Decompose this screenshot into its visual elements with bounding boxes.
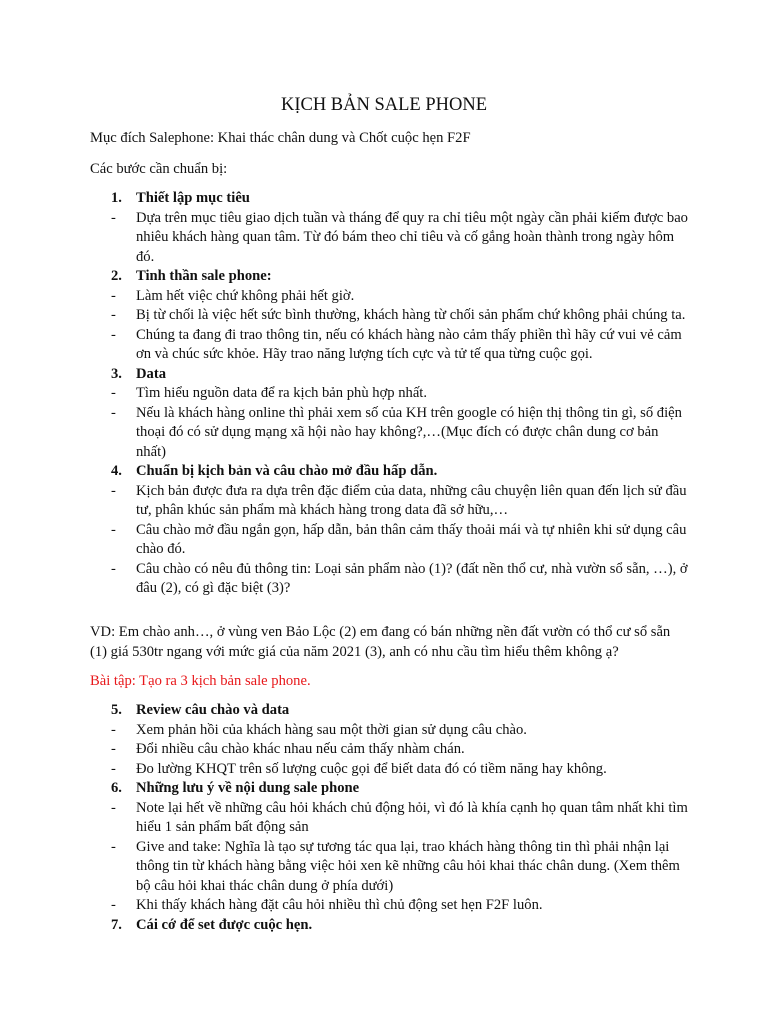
- bullet-item: [90, 326, 690, 365]
- section-number: 6.: [111, 780, 122, 796]
- section-heading: [90, 916, 690, 936]
- section-title: Data: [136, 365, 166, 382]
- section-heading: [90, 365, 690, 385]
- bullet-dash: -: [111, 326, 116, 343]
- bullet-text: Xem phản hồi của khách hàng sau một thời gian sử dụng câu chào.: [136, 721, 527, 738]
- section-heading: [90, 462, 690, 482]
- bullet-text: Chúng ta đang đi trao thông tin, nếu có khách hàng nào cảm thấy phiền thì hãy cứ vui vẻ cảm ơn và chúc sức khỏe. Hãy trao năng lượng tích cực và tử tế qua từng cuộc gọi.: [136, 326, 682, 362]
- section-title: Thiết lập mục tiêu: [136, 190, 250, 206]
- bullet-text: Làm hết việc chứ không phải hết giờ.: [136, 287, 355, 304]
- bullet-dash: -: [111, 209, 116, 226]
- bullet-item: [90, 482, 690, 521]
- bullet-dash: -: [111, 307, 116, 323]
- bullet-text: Đo lường KHQT trên số lượng cuộc gọi để biết data đó có tiềm năng hay không.: [136, 760, 607, 777]
- bullet-dash: -: [111, 741, 116, 757]
- bullet-item: [90, 760, 690, 780]
- bullet-dash: -: [111, 385, 116, 401]
- bullet-item: [90, 521, 690, 560]
- bullet-item: [90, 560, 690, 599]
- bullet-item: [90, 838, 690, 897]
- bullet-item: [90, 306, 690, 326]
- section-title: Những lưu ý về nội dung sale phone: [136, 780, 360, 796]
- bullet-item: [90, 721, 690, 741]
- section-title: Cái cớ để set được cuộc hẹn.: [136, 916, 313, 933]
- section-number: 3.: [111, 365, 122, 382]
- document-title: KỊCH BẢN SALE PHONE: [280, 95, 488, 115]
- bullet-item: [90, 384, 690, 404]
- bullet-text: Đổi nhiều câu chào khác nhau nếu cảm thấy nhàm chán.: [136, 741, 465, 757]
- bullet-item: [90, 799, 690, 838]
- bullet-item: [90, 209, 690, 268]
- bullet-dash: -: [111, 482, 116, 499]
- bullet-text: Câu chào mở đầu ngắn gọn, hấp dẫn, bản thân cảm thấy thoải mái và tự nhiên khi sử dụng câu chào đó.: [136, 521, 687, 557]
- bullet-item: [90, 287, 690, 307]
- steps-list-1: [90, 189, 690, 599]
- bullet-text: Khi thấy khách hàng đặt câu hỏi nhiều thì chủ động set hẹn F2F luôn.: [136, 897, 543, 913]
- bullet-dash: -: [111, 838, 116, 855]
- section-title: Tinh thần sale phone:: [136, 268, 272, 284]
- bullet-text: Dựa trên mục tiêu giao dịch tuần và tháng để quy ra chỉ tiêu một ngày cần phải kiếm được bao nhiêu khách hàng quan tâm. Từ đó bám theo chỉ tiêu và cố gắng hoàn thành trong ngày hôm đó.: [136, 209, 688, 265]
- section-number: 7.: [111, 916, 122, 933]
- purpose-line: Mục đích Salephone: Khai thác chân dung và Chốt cuộc hẹn F2F: [90, 130, 471, 146]
- bullet-dash: -: [111, 560, 116, 577]
- section-heading: [90, 267, 690, 287]
- section-heading: [90, 701, 690, 721]
- section-number: 5.: [111, 702, 122, 718]
- bullet-dash: -: [111, 521, 116, 538]
- exercise-line: Bài tập: Tạo ra 3 kịch bản sale phone.: [90, 673, 311, 689]
- section-number: 2.: [111, 268, 122, 284]
- bullet-dash: -: [111, 760, 116, 777]
- bullet-text: Tìm hiểu nguồn data để ra kịch bản phù hợp nhất.: [136, 385, 428, 401]
- bullet-text: Give and take: Nghĩa là tạo sự tương tác qua lại, trao khách hàng thông tin thì phải nhận lại thông tin từ khách hàng bằng việc hỏi xen kẽ những câu hỏi khai thác chân dung. (Xem thêm bộ câu hỏi khai thác chân dung ở phía dưới): [136, 838, 680, 894]
- bullet-dash: -: [111, 897, 116, 913]
- bullet-text: Bị từ chối là việc hết sức bình thường, khách hàng từ chối sản phẩm chứ không phải chúng ta.: [136, 307, 686, 323]
- section-heading: [90, 189, 690, 209]
- bullet-text: Nếu là khách hàng online thì phải xem số của KH trên google có hiện thị thông tin gì, số điện thoại đó có sử dụng mạng xã hội nào hay không?,…(Mục đích có được chân dung cơ bản nhất): [136, 404, 682, 460]
- bullet-dash: -: [111, 404, 116, 421]
- bullet-item: [90, 404, 690, 463]
- bullet-item: [90, 896, 690, 916]
- section-title: Chuẩn bị kịch bản và câu chào mở đầu hấp dẫn.: [136, 463, 438, 479]
- bullet-text: Note lại hết về những câu hỏi khách chủ động hỏi, vì đó là khía cạnh họ quan tâm nhất khi tìm hiểu 1 sản phẩm bất động sản: [136, 799, 688, 835]
- section-number: 4.: [111, 463, 122, 479]
- section-title: Review câu chào và data: [136, 702, 290, 718]
- bullet-dash: -: [111, 799, 116, 816]
- example-paragraph: VD: Em chào anh…, ở vùng ven Bảo Lộc (2) em đang có bán những nền đất vườn có thổ cư sổ sẵn (1) giá 530tr ngang với mức giá của năm 2021 (3), anh có nhu cầu tìm hiểu thêm không ạ?: [90, 624, 671, 660]
- bullet-text: Kịch bản được đưa ra dựa trên đặc điểm của data, những câu chuyện liên quan đến lịch sử đầu tư, phân khúc sản phẩm mà khách hàng trong data đã sở hữu,…: [136, 482, 687, 518]
- bullet-text: Câu chào có nêu đủ thông tin: Loại sản phẩm nào (1)? (đất nền thổ cư, nhà vườn sổ sẵn, …), ở đâu (2), có gì đặc biệt (3)?: [136, 560, 688, 596]
- bullet-item: [90, 740, 690, 760]
- section-heading: [90, 779, 690, 799]
- prep-heading: Các bước cần chuẩn bị:: [90, 161, 228, 177]
- section-number: 1.: [111, 190, 122, 206]
- bullet-dash: -: [111, 721, 116, 738]
- bullet-dash: -: [111, 287, 116, 304]
- steps-list-2: [90, 701, 690, 935]
